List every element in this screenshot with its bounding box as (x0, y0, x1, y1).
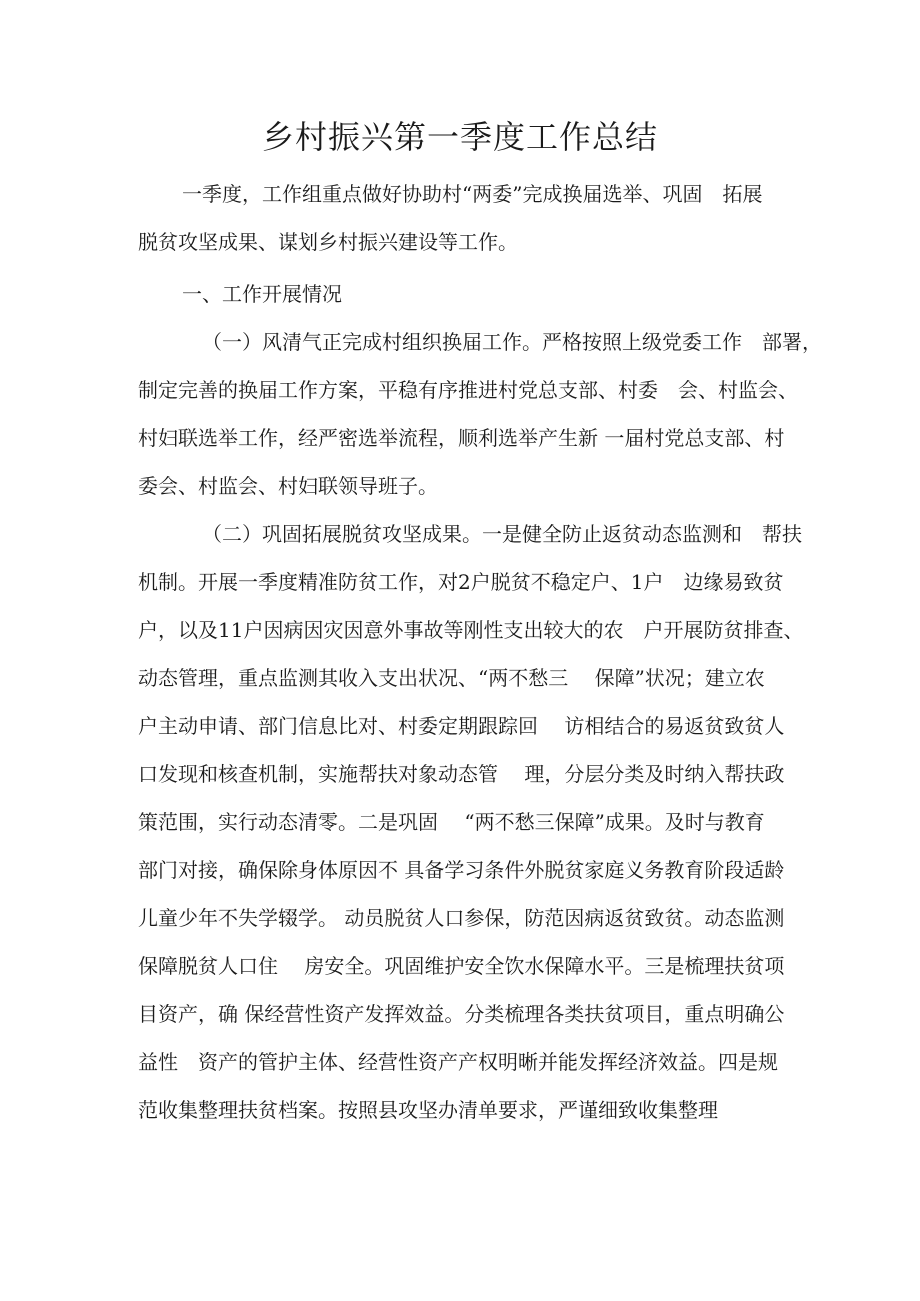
paragraph-line: （二）巩固拓展脱贫攻坚成果。一是健全防止返贫动态监测和 帮扶 (202, 522, 802, 546)
paragraph-line: 脱贫攻坚成果、谋划乡村振兴建设等工作。 (138, 230, 518, 254)
paragraph-line: 部门对接，确保除身体原因不 具备学习条件外脱贫家庭义务教育阶段适龄 (138, 858, 785, 882)
paragraph-line: 制定完善的换届工作方案，平稳有序推进村党总支部、村委 会、村监会、 (138, 378, 798, 402)
paragraph-line: 动态管理，重点监测其收入支出状况、“两不愁三 保障”状况；建立农 (138, 666, 765, 690)
document-title: 乡村振兴第一季度工作总结 (261, 118, 658, 156)
paragraph-line: 村妇联选举工作，经严密选举流程，顺利选举产生新 一届村党总支部、村 (138, 426, 785, 450)
paragraph-line: 目资产，确 保经营性资产发挥效益。分类梳理各类扶贫项目，重点明确公 (138, 1002, 785, 1026)
paragraph-line: 机制。开展一季度精准防贫工作，对2户脱贫不稳定户、1户 边缘易致贫 (138, 570, 784, 594)
section-heading: 一、工作开展情况 (182, 282, 342, 306)
paragraph-line: 委会、村监会、村妇联领导班子。 (138, 474, 438, 498)
paragraph-line: 范收集整理扶贫档案。按照县攻坚办清单要求，严谨细致收集整理 (138, 1098, 718, 1122)
paragraph-line: 户主动申请、部门信息比对、村委定期跟踪回 访相结合的易返贫致贫人 (138, 714, 785, 738)
paragraph-line: （一）风清气正完成村组织换届工作。严格按照上级党委工作 部署， (202, 330, 822, 354)
paragraph-line: 策范围，实行动态清零。二是巩固 “两不愁三保障”成果。及时与教育 (138, 810, 765, 834)
paragraph-line: 儿童少年不失学辍学。 动员脱贫人口参保，防范因病返贫致贫。动态监测 (138, 906, 785, 930)
paragraph-line: 保障脱贫人口住 房安全。巩固维护安全饮水保障水平。三是梳理扶贫项 (138, 954, 785, 978)
paragraph-line: 户，以及11户因病因灾因意外事故等刚性支出较大的农 户开展防贫排查、 (138, 618, 804, 642)
paragraph-line: 口发现和核查机制，实施帮扶对象动态管 理，分层分类及时纳入帮扶政 (138, 762, 785, 786)
paragraph-line: 益性 资产的管护主体、经营性资产产权明晰并能发挥经济效益。四是规 (138, 1050, 778, 1074)
paragraph-line: 一季度，工作组重点做好协助村“两委”完成换届选举、巩固 拓展 (182, 182, 763, 206)
